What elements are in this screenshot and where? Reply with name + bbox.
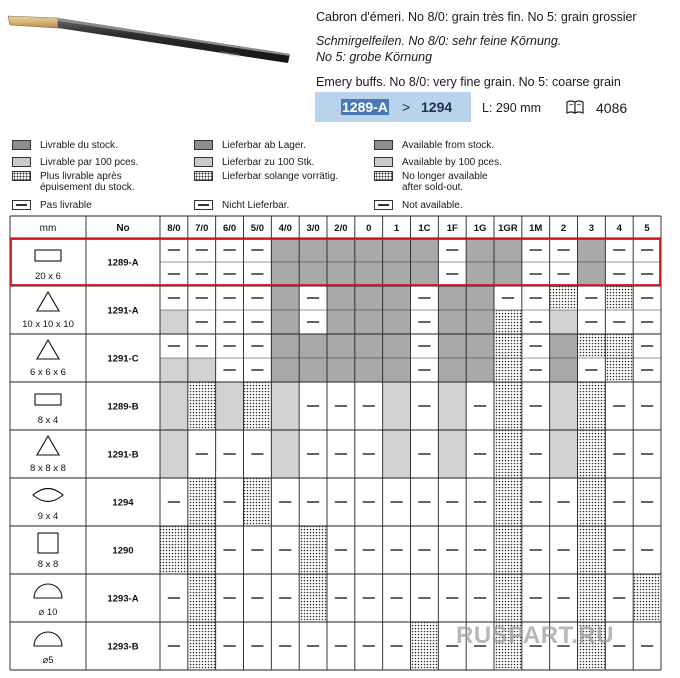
availability-cell [271,310,299,334]
column-header-grain: 2 [560,223,567,234]
legend-label: Lieferbar ab Lager. [222,140,306,151]
availability-cell [355,262,383,286]
availability-cell [355,310,383,334]
column-header-grain: 3 [588,223,595,234]
availability-cell [160,526,188,574]
availability-cell [327,238,355,262]
column-header-grain: 4 [616,223,622,234]
article-number: 1289-A [107,257,139,269]
code-to[interactable]: 1294 [421,99,453,115]
availability-cell [550,286,578,310]
column-header-grain: 7/0 [195,223,209,234]
column-header-grain: 8/0 [167,223,181,234]
availability-cell [578,430,606,478]
availability-cell [383,358,411,382]
column-header-no: No [116,223,130,234]
availability-cell [327,334,355,358]
profile-size: ⌀ 10 [38,607,58,618]
description-de-line1: Schmirgelfeilen. No 8/0: sehr feine Körnung. [316,34,562,48]
availability-cell [494,334,522,358]
article-number: 1291-C [107,353,139,365]
profile-size: ⌀5 [42,655,54,666]
availability-cell [438,382,466,430]
availability-cell [383,310,411,334]
column-header-grain: 5 [644,223,650,234]
availability-cell [494,430,522,478]
availability-cell [578,238,606,262]
availability-cell [578,262,606,286]
profile-triangular-icon [37,292,59,311]
availability-cell [550,358,578,382]
catalog-number: 4086 [596,100,628,116]
availability-cell [383,382,411,430]
availability-cell [383,286,411,310]
legend-label: Nicht Lieferbar. [222,200,290,211]
availability-cell [355,286,383,310]
availability-cell [244,478,272,526]
availability-cell [271,334,299,358]
profile-size: 9 x 4 [37,511,59,522]
availability-cell [494,526,522,574]
profile-lens-icon [33,489,63,502]
article-number: 1290 [112,545,134,557]
availability-cell [271,430,299,478]
availability-cell [160,382,188,430]
availability-cell [299,574,327,622]
tool-stamp: BERGEON [219,50,241,58]
profile-half-round-icon [34,584,62,598]
availability-cell [160,310,188,334]
legend-label: Lieferbar solange vorrätig. [222,171,339,182]
article-number: 1291-B [107,449,139,461]
availability-cell [271,238,299,262]
column-header-grain: 0 [366,223,372,234]
article-number: 1293-B [107,641,139,653]
availability-cell [299,358,327,382]
availability-cell [299,238,327,262]
availability-cell [411,262,439,286]
availability-cell [494,574,522,622]
availability-cell [244,382,272,430]
availability-cell [494,238,522,262]
availability-cell [550,334,578,358]
availability-cell [299,526,327,574]
availability-cell [494,310,522,334]
code-separator: > [402,99,411,115]
availability-cell [550,382,578,430]
availability-cell [494,358,522,382]
availability-cell [438,286,466,310]
availability-cell [383,262,411,286]
availability-cell [160,358,188,382]
availability-cell [327,286,355,310]
availability-cell [578,334,606,358]
profile-size: 20 x 6 [35,271,61,282]
description-de-line2: No 5: grobe Körnung [316,50,433,64]
legend-label: Not available. [402,200,463,211]
availability-cell [383,238,411,262]
column-header-grain: 1F [446,223,458,234]
column-header-grain: 6/0 [222,223,237,234]
availability-cell [438,358,466,382]
availability-cell [466,358,494,382]
profile-half-round-icon [34,632,62,646]
column-header-grain: 5/0 [250,223,265,234]
availability-cell [494,262,522,286]
availability-cell [216,382,244,430]
length-label: L: 290 mm [482,101,542,115]
availability-cell [355,334,383,358]
availability-cell [327,310,355,334]
availability-cell [188,574,216,622]
profile-rectangular-icon [35,394,61,405]
article-number: 1291-A [107,305,139,317]
column-header-grain: 2/0 [334,223,348,234]
profile-triangular-icon [37,436,59,455]
availability-cell [411,622,439,670]
availability-cell [578,526,606,574]
article-number: 1293-A [107,593,139,605]
legend-label: Available by 100 pces. [402,157,502,168]
availability-cell [466,286,494,310]
availability-cell [271,382,299,430]
availability-cell [327,358,355,382]
availability-cell [299,262,327,286]
availability-cell [188,358,216,382]
availability-cell [466,262,494,286]
legend-label: Livrable du stock. [40,140,118,151]
availability-cell [578,574,606,622]
availability-cell [188,526,216,574]
profile-rectangular-icon [35,250,61,261]
availability-cell [188,478,216,526]
legend-label: Plus livrable après épuisement du stock. [40,171,135,193]
availability-cell [438,430,466,478]
availability-cell [188,382,216,430]
legend-label: Livrable par 100 pces. [40,157,139,168]
availability-cell [271,286,299,310]
availability-cell [383,334,411,358]
availability-cell [383,430,411,478]
code-from[interactable]: 1289-A [342,99,388,115]
availability-cell [494,478,522,526]
legend-label-continued: after sold-out. [402,182,464,193]
availability-cell [355,358,383,382]
availability-cell [327,262,355,286]
description-en: Emery buffs. No 8/0: very fine grain. No 5: coarse grain [316,75,621,89]
availability-cell [160,430,188,478]
legend-label: Pas livrable [40,200,92,211]
availability-cell [299,334,327,358]
legend-label: No longer available after sold-out. [402,171,488,193]
availability-cell [466,334,494,358]
availability-cell [355,238,383,262]
column-header-grain: 4/0 [278,223,292,234]
availability-cell [550,310,578,334]
availability-cell [466,310,494,334]
availability-cell [466,238,494,262]
article-number: 1289-B [107,401,139,413]
profile-square-icon [38,533,58,553]
column-header-grain: 1C [418,223,431,234]
availability-cell [633,574,661,622]
availability-cell [271,358,299,382]
column-header-grain: 1GR [498,223,518,234]
column-header-mm: mm [39,223,57,234]
availability-cell [494,382,522,430]
availability-cell [411,238,439,262]
profile-size: 6 x 6 x 6 [30,367,66,378]
column-header-grain: 1G [473,223,487,234]
profile-triangular-icon [37,340,59,359]
column-header-grain: 3/0 [306,223,320,234]
profile-size: 8 x 8 [37,559,59,570]
availability-cell [605,358,633,382]
watermark: RUSPART.RU [456,622,614,649]
profile-size: 10 x 10 x 10 [22,319,74,330]
availability-cell [438,310,466,334]
availability-cell [578,382,606,430]
profile-size: 8 x 4 [37,415,59,426]
profile-size: 8 x 8 x 8 [30,463,66,474]
column-header-grain: 1M [529,223,543,234]
column-header-grain: 1 [393,223,400,234]
availability-cell [550,430,578,478]
availability-cell [188,622,216,670]
availability-cell [271,262,299,286]
description-fr: Cabron d'émeri. No 8/0: grain très fin. No 5: grain grossier [316,10,637,24]
availability-cell [605,334,633,358]
availability-cell [578,478,606,526]
legend-label: Available from stock. [402,140,495,151]
availability-cell [438,334,466,358]
legend-label: Lieferbar zu 100 Stk. [222,157,315,168]
article-number: 1294 [112,497,134,509]
availability-cell [605,286,633,310]
legend-label-continued: épuisement du stock. [40,182,135,193]
